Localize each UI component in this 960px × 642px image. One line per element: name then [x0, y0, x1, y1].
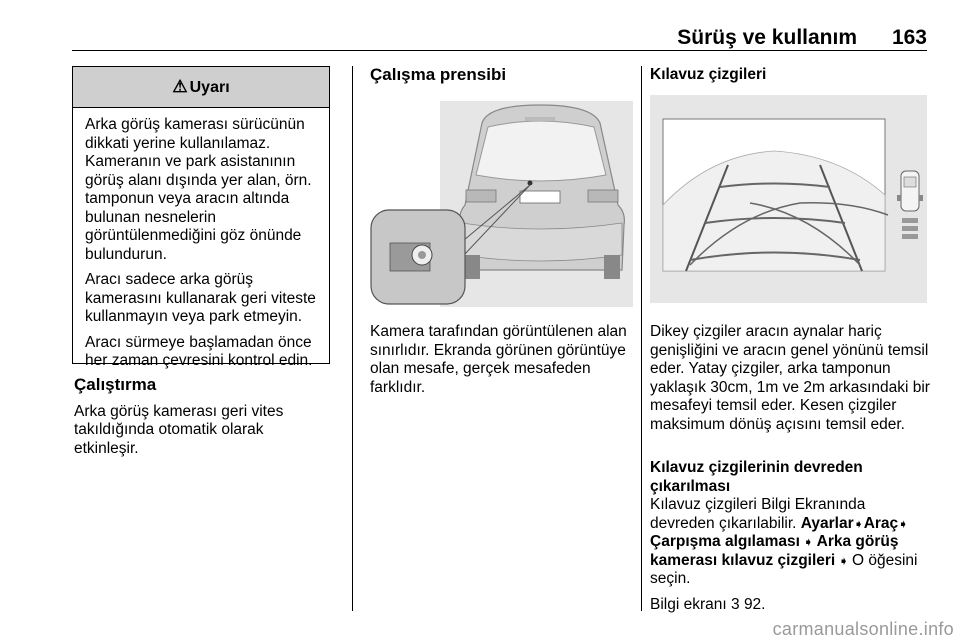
arrow-right-icon: ➧ — [853, 516, 864, 531]
deactivate-text — [650, 496, 930, 589]
principle-heading-block — [370, 66, 635, 85]
warning-triangle-icon: ⚠ — [172, 77, 188, 96]
reference-symbol: 3 — [731, 595, 740, 613]
arrow-right-icon: ➧ — [799, 535, 817, 549]
column-divider-2 — [641, 66, 642, 611]
footer-watermark: carmanualsonline.info — [772, 619, 954, 639]
rear-camera-location-illustration — [370, 95, 633, 307]
guidelines-heading-block — [650, 66, 925, 85]
reference-line — [650, 596, 930, 615]
toggle-symbol: O — [851, 551, 865, 569]
activation-text: Arka görüş kamerası geri vites takıldığında otomatik olarak etkinleşir. — [74, 402, 284, 457]
warning-header — [73, 67, 329, 108]
guidelines-display-illustration — [650, 95, 927, 303]
principle-text: Kamera tarafından görüntülenen alan sınırlıdır. Ekranda görünen görüntüye olan mesafe, gerçek mesafeden farklıdır. — [370, 323, 627, 396]
deactivate-heading-line2: çıkarılması — [650, 477, 731, 495]
page-number: 163 — [891, 26, 927, 49]
arrow-right-icon: ➧ — [835, 553, 852, 568]
menu-path-collision: Çarpışma algılaması — [650, 533, 800, 550]
menu-path-settings: Ayarlar — [800, 514, 854, 532]
warning-box — [72, 66, 330, 369]
menu-path-vehicle: Araç — [863, 514, 899, 532]
deactivate-text-suffix: öğesini seçin. — [650, 551, 918, 587]
menu-path-guidelines: Arka görüş kamerası kılavuz çizgileri — [650, 533, 899, 569]
guidelines-text: Dikey çizgiler aracın aynalar hariç genişliğini ve aracın genel yönünü temsil eder. Yatay çizgiler, arka tamponun yaklaşık 30cm, 1m ve 2m arkasındaki bir mesafeyi temsil eder. Kesen çizgiler maksimum dönüş açısını temsil eder. — [650, 323, 930, 433]
deactivate-heading-line1: Kılavuz çizgilerinin devreden — [650, 459, 863, 476]
warning-body — [73, 108, 329, 371]
column-divider-1 — [352, 66, 353, 611]
warning-title: Uyarı — [189, 79, 230, 96]
principle-text-block — [370, 323, 635, 397]
warning-paragraph: Aracı sadece arka görüş kamerasını kullanarak geri viteste kullanmayın veya park etmeyin. — [85, 271, 316, 325]
warning-paragraph: Aracı sürmeye başlamadan önce her zaman çevresini kontrol edin. — [85, 333, 313, 369]
deactivate-section — [650, 459, 930, 614]
activation-heading: Çalıştırma — [74, 375, 157, 394]
warning-paragraph: Arka görüş kamerası sürücünün dikkati yerine kullanılamaz. Kameranın ve park asistanının görüş alanı dışında yer alan, örn. tamponun veya aracın altında bulunan nesnelerin görüntülenmediğini göz önünde bulundurun. — [85, 116, 312, 263]
deactivate-text-prefix: Kılavuz çizgileri Bilgi Ekranında devreden çıkarılabilir. — [650, 496, 866, 532]
guidelines-heading: Kılavuz çizgileri — [650, 66, 767, 83]
header-rule — [72, 50, 927, 51]
activation-section — [74, 376, 324, 458]
guidelines-text-block — [650, 323, 930, 434]
principle-heading: Çalışma prensibi — [370, 65, 507, 84]
arrow-right-icon: ➧ — [898, 516, 909, 531]
reference-page: 92. — [743, 595, 766, 613]
reference-label: Bilgi ekranı — [650, 595, 727, 613]
section-title: Sürüş ve kullanım — [677, 26, 857, 49]
page-header — [72, 26, 927, 50]
